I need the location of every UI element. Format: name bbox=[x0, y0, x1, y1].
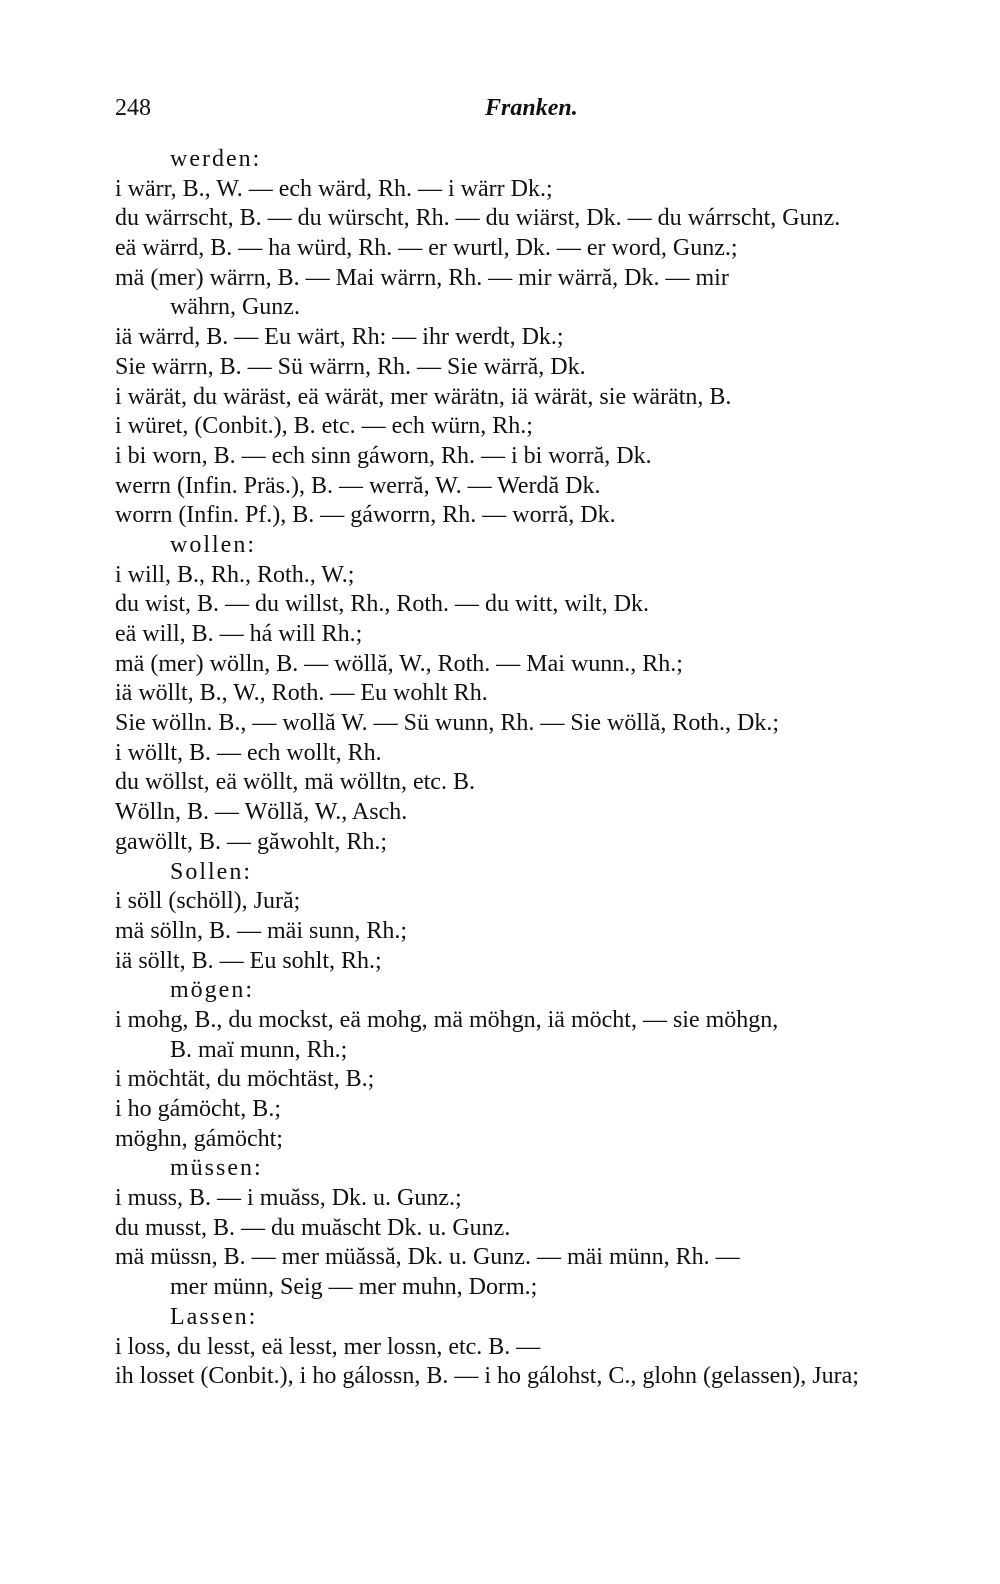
text-line: Wölln, B. — Wöllă, W., Asch. bbox=[115, 799, 408, 826]
text-line: du wärrscht, B. — du würscht, Rh. — du wiärst, Dk. — du wárrscht, Gunz. bbox=[115, 205, 841, 232]
text-line: mä müssn, B. — mer müăssă, Dk. u. Gunz. — mäi münn, Rh. — bbox=[115, 1244, 740, 1271]
text-line: i wärr, B., W. — ech wärd, Rh. — i wärr Dk.; bbox=[115, 175, 553, 202]
text-body bbox=[115, 145, 950, 1392]
text-line: ih losset (Conbit.), i ho gálossn, B. — i ho gálohst, C., glohn (gelassen), Jura; bbox=[115, 1363, 859, 1390]
text-line: i möchtät, du möchtäst, B.; bbox=[115, 1066, 375, 1093]
text-line: eä wärrd, B. — ha würd, Rh. — er wurtl, Dk. — er word, Gunz.; bbox=[115, 235, 738, 262]
text-line: i wärät, du wäräst, eä wärät, mer wärätn, iä wärät, sie wärätn, B. bbox=[115, 383, 732, 410]
text-line: mä (mer) wärrn, B. — Mai wärrn, Rh. — mir wärră, Dk. — mir bbox=[115, 264, 729, 291]
text-line: i mohg, B., du mockst, eä mohg, mä möhgn, iä möcht, — sie möhgn, bbox=[115, 1006, 779, 1033]
text-line: eä will, B. — há will Rh.; bbox=[115, 621, 363, 647]
text-line: iä söllt, B. — Eu sohlt, Rh.; bbox=[115, 947, 382, 974]
text-line: du musst, B. — du muăscht Dk. u. Gunz. bbox=[115, 1214, 511, 1241]
text-line: möghn, gámöcht; bbox=[115, 1125, 283, 1152]
text-line: mä sölln, B. — mäi sunn, Rh.; bbox=[115, 917, 408, 944]
text-line: du wist, B. — du willst, Rh., Roth. — du witt, wilt, Dk. bbox=[115, 591, 650, 618]
text-line: worrn (Infin. Pf.), B. — gáworrn, Rh. — worră, Dk. bbox=[115, 502, 616, 529]
text-line-continuation: B. maï munn, Rh.; bbox=[170, 1036, 348, 1063]
section-heading: mögen: bbox=[170, 977, 254, 1004]
section-heading: werden: bbox=[170, 146, 262, 172]
section-heading: müssen: bbox=[170, 1155, 263, 1182]
running-head: Franken. bbox=[485, 95, 578, 121]
text-line-continuation: währn, Gunz. bbox=[170, 294, 300, 321]
text-line: Sie wärrn, B. — Sü wärrn, Rh. — Sie wärră, Dk. bbox=[115, 353, 586, 380]
text-line: werrn (Infin. Präs.), B. — werră, W. — Werdă Dk. bbox=[115, 472, 601, 499]
text-line: du wöllst, eä wöllt, mä wölltn, etc. B. bbox=[115, 769, 475, 796]
text-line: i söll (schöll), Jură; bbox=[115, 888, 301, 915]
page-number: 248 bbox=[115, 95, 151, 121]
text-line: iä wöllt, B., W., Roth. — Eu wohlt Rh. bbox=[115, 680, 488, 707]
text-line-continuation: mer münn, Seig — mer muhn, Dorm.; bbox=[170, 1274, 538, 1301]
section-heading: Sollen: bbox=[170, 858, 253, 885]
text-line: iä wärrd, B. — Eu wärt, Rh: — ihr werdt, Dk.; bbox=[115, 324, 564, 351]
text-line: mä (mer) wölln, B. — wöllă, W., Roth. — Mai wunn., Rh.; bbox=[115, 650, 683, 677]
text-line: i will, B., Rh., Roth., W.; bbox=[115, 561, 355, 588]
text-line: i loss, du lesst, eä lesst, mer lossn, etc. B. — bbox=[115, 1333, 541, 1360]
text-line: i bi worn, B. — ech sinn gáworn, Rh. — i bi worră, Dk. bbox=[115, 442, 652, 469]
text-line: i wöllt, B. — ech wollt, Rh. bbox=[115, 739, 382, 766]
page-header bbox=[115, 92, 895, 128]
text-line: Sie wölln. B., — wollă W. — Sü wunn, Rh. — Sie wöllă, Roth., Dk.; bbox=[115, 710, 780, 737]
text-line: i muss, B. — i muăss, Dk. u. Gunz.; bbox=[115, 1185, 462, 1212]
section-heading: Lassen: bbox=[170, 1303, 258, 1330]
text-line: i ho gámöcht, B.; bbox=[115, 1096, 281, 1122]
text-line: i würet, (Conbit.), B. etc. — ech würn, Rh.; bbox=[115, 413, 533, 440]
section-heading: wollen: bbox=[170, 531, 256, 558]
text-line: gawöllt, B. — găwohlt, Rh.; bbox=[115, 828, 387, 855]
